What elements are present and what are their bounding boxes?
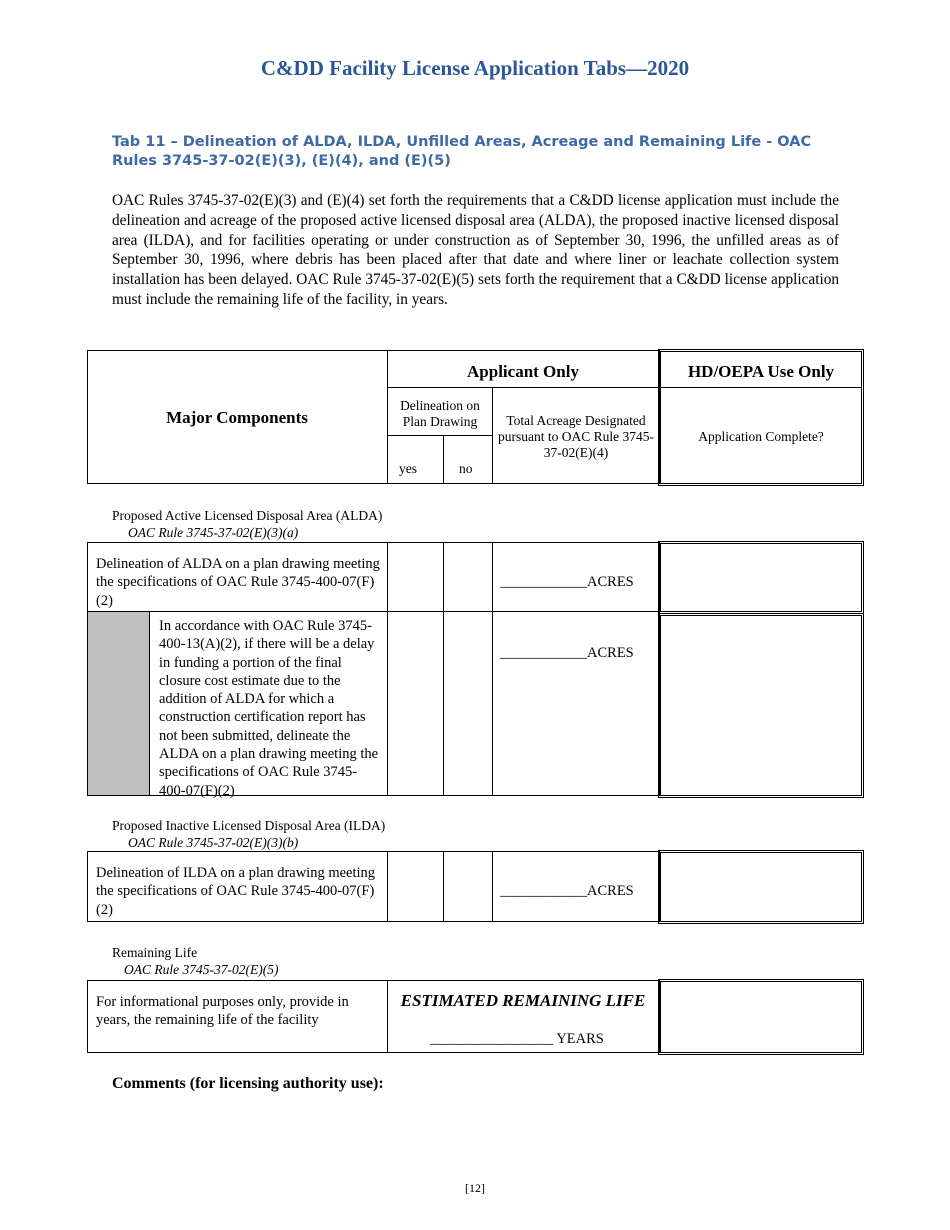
- applicant-only-header: Applicant Only: [467, 362, 579, 381]
- alda-row1-review-cell[interactable]: [658, 541, 864, 614]
- major-components-header: Major Components: [166, 408, 308, 427]
- alda-row1-text: Delineation of ALDA on a plan drawing meeting the specifications of OAC Rule 3745-400-07(F)(2): [96, 556, 380, 609]
- page-number: [12]: [465, 1181, 485, 1195]
- alda-row1-acres[interactable]: ____________ACRES: [500, 574, 634, 590]
- remaining-life-label: Remaining Life: [112, 945, 198, 960]
- alda-row2-acres[interactable]: ____________ACRES: [500, 645, 634, 661]
- comments-label: Comments (for licensing authority use):: [112, 1075, 384, 1092]
- ilda-review-cell[interactable]: [658, 850, 864, 924]
- alda-row2-review-cell[interactable]: [658, 613, 864, 798]
- ilda-row-text: Delineation of ILDA on a plan drawing meeting the specifications of OAC Rule 3745-400-07(F)(2): [96, 865, 376, 918]
- remaining-life-text: For informational purposes only, provide in years, the remaining life of the facility: [96, 994, 349, 1029]
- delineation-header: Delineation on Plan Drawing: [400, 398, 480, 429]
- ilda-row-acres[interactable]: ____________ACRES: [500, 883, 634, 899]
- alda-rule: OAC Rule 3745-37-02(E)(3)(a): [128, 525, 299, 540]
- no-header: no: [459, 461, 473, 476]
- ilda-section-label: [112, 817, 385, 851]
- yes-header: yes: [399, 461, 417, 476]
- hd-oepa-header: HD/OEPA Use Only: [687, 362, 835, 381]
- total-acreage-header: Total Acreage Designated pursuant to OAC Rule 3745-37-02(E)(4): [498, 413, 654, 460]
- remaining-life-rule: OAC Rule 3745-37-02(E)(5): [124, 962, 279, 977]
- alda-gray-cell: [88, 612, 149, 795]
- alda-row2-text: In accordance with OAC Rule 3745-400-13(A)(2), if there will be a delay in funding a portion of the final closure cost estimate due to the addition of ALDA for which a construction certification report has not been submitted, delineate the ALDA on a plan drawing meeting the specifications of OAC Rule 3745-400-07(F)(2): [159, 618, 379, 799]
- alda-label: Proposed Active Licensed Disposal Area (ALDA): [112, 508, 383, 523]
- application-complete-header: Application Complete?: [698, 429, 824, 444]
- intro-paragraph: OAC Rules 3745-37-02(E)(3) and (E)(4) set forth the requirements that a C&DD license application must include the delineation and acreage of the proposed active licensed disposal area (ALDA), the proposed inactive licensed disposal area (ILDA), and for facilities operating or under construction as of September 30, 1996, the unfilled areas as of September 30, 1996, where debris has been placed after that date and where liner or leachate collection system installation has been delayed. OAC Rule 3745-37-02(E)(5) sets forth the requirement that a C&DD license application must include the remaining life of the facility, in years.: [112, 192, 839, 308]
- remaining-life-years[interactable]: _________________ YEARS: [430, 1031, 604, 1047]
- tab-heading: Tab 11 – Delineation of ALDA, ILDA, Unfilled Areas, Acreage and Remaining Life - OAC Rules 3745-37-02(E)(3), (E)(4), and (E)(5): [112, 134, 812, 169]
- ilda-label: Proposed Inactive Licensed Disposal Area (ILDA): [112, 818, 386, 833]
- estimated-remaining-life-heading: ESTIMATED REMAINING LIFE: [400, 991, 646, 1010]
- remaining-life-section-label: [112, 944, 278, 978]
- alda-section-label: [112, 507, 382, 541]
- ilda-rule: OAC Rule 3745-37-02(E)(3)(b): [128, 835, 299, 850]
- remaining-life-review-cell[interactable]: [658, 979, 864, 1055]
- page-title: C&DD Facility License Application Tabs—2020: [260, 56, 690, 80]
